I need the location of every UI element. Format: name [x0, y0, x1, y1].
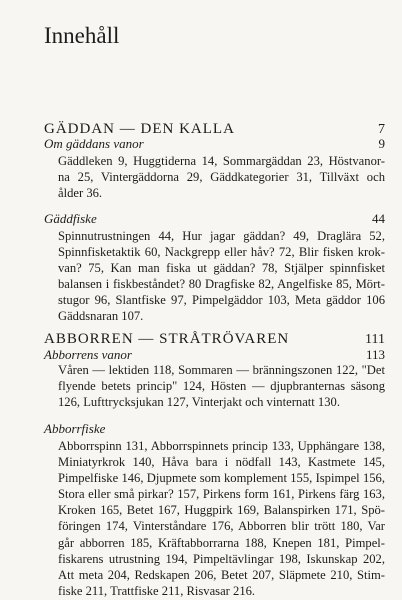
toc-entry-gaddans-vanor: [58, 153, 385, 201]
toc-line: Att meta 204, Redskapen 206, Betet 207, Släpmete 210, Stim-: [58, 567, 385, 582]
subsection-title: Abborrens vanor: [44, 347, 132, 362]
subsection-heading-gaddfiske: [44, 211, 385, 227]
subsection-title: Gäddfiske: [44, 211, 97, 226]
subsection-page-number: 9: [378, 136, 385, 151]
toc-line: 126, Lufttrycksjukan 127, Vinterjakt och vinternatt 130.: [58, 395, 340, 410]
toc-line: balansen i fiskbeståndet? 80 Dragfiske 82, Angelfiske 85, Mört-: [58, 277, 385, 292]
toc-line: van? 75, Kan man fiska ut gäddan? 78, Stjälper spinnfisket: [58, 261, 385, 276]
subsection-heading-abborrfiske: [44, 421, 385, 437]
subsection-title: Om gäddans vanor: [44, 136, 144, 151]
toc-line: Kroken 165, Betet 167, Huggpirk 169, Balanspirken 171, Spö-: [58, 503, 385, 518]
section-title: ABBORREN — STRÅTRÖVAREN: [44, 331, 290, 347]
toc-line: Pimpelfiske 146, Djupmete som komplement 155, Ispimpel 156,: [58, 471, 385, 486]
section-page-number: 7: [378, 122, 385, 137]
toc-line: fiske 211, Trattfiske 211, Risvasar 216.: [58, 583, 256, 598]
toc-line: ålder 36.: [58, 186, 103, 201]
toc-line: Miniatyrkrok 140, Håva bara i nödfall 143, Kastmete 145,: [58, 455, 385, 470]
page-title: Innehåll: [44, 23, 120, 48]
toc-line: fiskarens utrustning 194, Pimpeltävlingar 198, Iskunskap 202,: [58, 551, 385, 566]
subsection-page-number: 44: [372, 211, 385, 226]
toc-line: stugor 96, Slantfiske 97, Pimpelgäddor 103, Meta gäddor 106: [58, 293, 385, 308]
toc-line: föringen 174, Vinterståndare 176, Abborren blir trött 180, Var: [58, 519, 385, 534]
toc-line: går abborren 185, Kräftabborrarna 188, Knepen 181, Pimpel-: [58, 535, 385, 550]
toc-line: Stora eller små pirkar? 157, Pirkens form 161, Pirkens färg 163,: [58, 487, 385, 502]
toc-line: Abborrspinn 131, Abborrspinnets princip 133, Upphängare 138,: [58, 439, 385, 453]
toc-line: Våren — lektiden 118, Sommaren — bränningszonen 122, "Det: [58, 363, 385, 377]
toc-entry-abborrfiske: [58, 438, 385, 599]
subsection-title: Abborrfiske: [44, 421, 106, 436]
subsection-heading-gaddans-vanor: [44, 136, 385, 152]
section-page-number: 111: [365, 332, 385, 347]
toc-entry-abborrens-vanor: [58, 362, 385, 410]
subsection-page-number: 113: [365, 347, 385, 362]
section-title: GÄDDAN — DEN KALLA: [44, 121, 235, 137]
toc-line: Spinnfisketaktik 60, Nackgrepp eller håv? 72, Blir fisken krok-: [58, 245, 385, 260]
toc-line: Spinnutrustningen 44, Hur jagar gäddan? 49, Draglära 52,: [58, 229, 385, 243]
toc-line: na 25, Vintergäddorna 29, Gäddkategorier 31, Tillväxt och: [58, 170, 385, 185]
toc-line: flyende betets princip" 124, Hösten — djupbranternas säsong: [58, 379, 385, 394]
subsection-heading-abborrens-vanor: [44, 347, 385, 363]
toc-entry-gaddfiske: [58, 228, 385, 325]
toc-line: Gäddleken 9, Huggtiderna 14, Sommargäddan 23, Höstvanor-: [58, 154, 385, 168]
toc-line: Gäddsnaran 107.: [58, 309, 144, 324]
